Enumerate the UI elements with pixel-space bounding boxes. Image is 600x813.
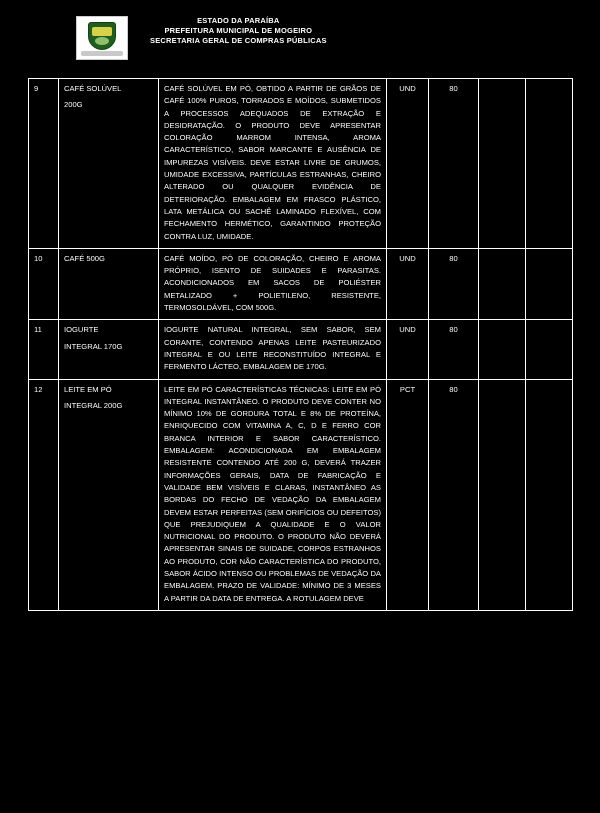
cell-item-extra1 <box>479 320 526 379</box>
cell-item-unit: UND <box>387 79 429 249</box>
cell-item-quantity: 80 <box>429 320 479 379</box>
cell-item-name <box>59 320 159 379</box>
cell-item-extra1 <box>479 79 526 249</box>
cell-item-description: CAFÉ SOLÚVEL EM PÓ, OBTIDO A PARTIR DE GRÃOS DE CAFÉ 100% PUROS, TORRADOS E MOÍDOS, SUBMETIDOS A PROCESSOS ADEQUADOS DE EXTRAÇÃO E DESIDRATAÇÃO. O PRODUTO DEVE APRESENTAR COLORAÇÃO MARROM INTENSA, AROMA CARACTERÍSTICO, SABOR MARCANTE E AUSÊNCIA DE IMPUREZAS VISÍVEIS. DEVE ESTAR LIVRE DE GRUMOS, UMIDADE EXCESSIVA, PARTÍCULAS ESTRANHAS, CHEIRO ALTERADO OU QUALQUER EVIDÊNCIA DE DETERIORAÇÃO. EMBALAGEM EM FRASCO PLÁSTICO, LATA METÁLICA OU SACHÊ LAMINADO FLEXÍVEL, COM FECHAMENTO HERMÉTICO, GARANTINDO PROTEÇÃO CONTRA LUZ, UMIDADE. <box>159 79 387 249</box>
cell-item-name <box>59 379 159 610</box>
table-row <box>29 248 573 319</box>
cell-item-unit: UND <box>387 248 429 319</box>
cell-item-name <box>59 248 159 319</box>
item-name-line2: INTEGRAL 170G <box>64 341 123 351</box>
cell-item-description: IOGURTE NATURAL INTEGRAL, SEM SABOR, SEM CORANTE, CONTENDO APENAS LEITE PASTEURIZADO INTEGRAL E OU LEITE RECONSTITUÍDO INTEGRAL E FERMENTO LÁCTEO, EMBALAGEM DE 170G. <box>159 320 387 379</box>
item-name-line2: INTEGRAL 200G <box>64 400 123 410</box>
item-name-line2: 200G <box>64 100 83 110</box>
cell-item-name <box>59 79 159 249</box>
cell-item-extra1 <box>479 379 526 610</box>
cell-item-unit: UND <box>387 320 429 379</box>
header-line-state: ESTADO DA PARAÍBA <box>197 16 280 25</box>
item-name-line1: LEITE EM PÓ <box>64 384 112 394</box>
header-text-block <box>150 16 327 46</box>
cell-item-extra2 <box>526 248 573 319</box>
header-line-city: PREFEITURA MUNICIPAL DE MOGEIRO <box>164 26 313 36</box>
table-row <box>29 320 573 379</box>
cell-item-extra2 <box>526 320 573 379</box>
coat-of-arms-icon <box>76 16 128 60</box>
cell-item-quantity: 80 <box>429 79 479 249</box>
table-row <box>29 79 573 249</box>
document-header <box>28 16 572 60</box>
cell-item-number: 11 <box>29 320 59 379</box>
cell-item-description: LEITE EM PÓ CARACTERÍSTICAS TÉCNICAS: LEITE EM PÓ INTEGRAL INSTANTÂNEO. O PRODUTO DEVE CONTER NO MÍNIMO 10% DE GORDURA TOTAL E 8% DE PROTEÍNA, ENRIQUECIDO COM VITAMINA A, C, D E FERRO COR BRANCA INTERIOR E SABOR CARACTERÍSTICO. EMBALAGEM: ACONDICIONADA EM EMBALAGEM RESISTENTE CONTENDO ATÉ 200 G, DEVERÁ TRAZER INFORMAÇÕES GERAIS, DATA DE FABRICAÇÃO E VALIDADE BEM VISÍVEIS E CLARAS, INSTANTÂNEO AS BORDAS DO FECHO DE VEDAÇÃO DA EMBALAGEM DEVEM ESTAR PERFEITAS (SEM ORIFÍCIOS OU DEFEITOS) QUE PREJUDIQUEM A QUALIDADE E O VALOR NUTRICIONAL DO PRODUTO. O PRODUTO NÃO DEVERÁ APRESENTAR SINAIS DE SUIDADE, CORPOS ESTRANHOS AO PRODUTO, COR NÃO CARACTERÍSTICA DO PRODUTO, SABOR ÁCIDO INTENSO OU PROBLEMAS DE VEDAÇÃO DA EMBALAGEM. PRAZO DE VALIDADE: MÍNIMO DE 3 MESES A PARTIR DA DATA DE ENTREGA. A ROTULAGEM DEVE <box>159 379 387 610</box>
item-name-line1: CAFÉ SOLÚVEL <box>64 84 122 93</box>
items-table-body <box>29 79 573 611</box>
shield-icon <box>88 22 116 50</box>
cell-item-quantity: 80 <box>429 248 479 319</box>
cell-item-extra2 <box>526 79 573 249</box>
cell-item-extra2 <box>526 379 573 610</box>
header-line-department: SECRETARIA GERAL DE COMPRAS PÚBLICAS <box>150 36 327 46</box>
cell-item-number: 10 <box>29 248 59 319</box>
cell-item-description: CAFÉ MOÍDO, PÓ DE COLORAÇÃO, CHEIRO E AROMA PRÓPRIO, ISENTO DE SUIDADES E PARASITAS. ACONDICIONADOS EM SACOS DE POLIÉSTER METALIZADO + POLIETILENO, RESISTENTE, TERMOSOLDÁVEL, COM 500G. <box>159 248 387 319</box>
item-name-line1: CAFÉ 500G <box>64 253 105 263</box>
table-row <box>29 379 573 610</box>
item-name-line1: IOGURTE <box>64 325 99 335</box>
cell-item-number: 9 <box>29 79 59 249</box>
cell-item-extra1 <box>479 248 526 319</box>
items-table <box>28 78 573 611</box>
ribbon-icon <box>81 51 123 56</box>
cell-item-quantity: 80 <box>429 379 479 610</box>
cell-item-unit: PCT <box>387 379 429 610</box>
cell-item-number: 12 <box>29 379 59 610</box>
